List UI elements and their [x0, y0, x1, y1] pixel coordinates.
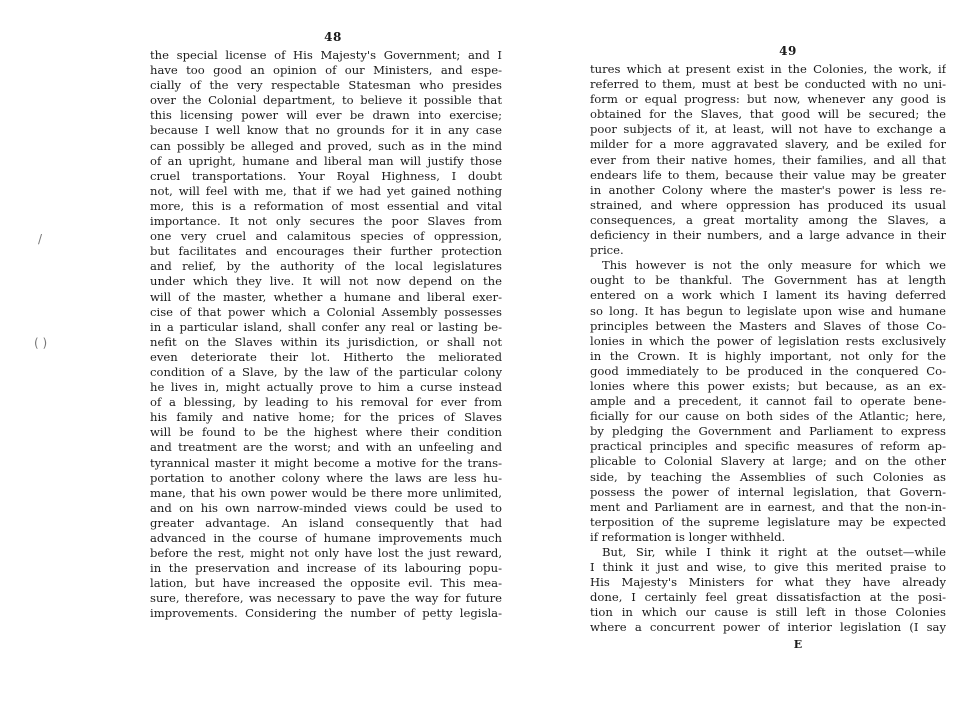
- text-line: will of the master, whether a humane and liberal exer-: [150, 289, 502, 304]
- margin-mark: /: [38, 232, 43, 246]
- text-line: side, by teaching the Assemblies of such Colonies as: [590, 469, 946, 484]
- margin-mark: ( ): [34, 336, 48, 350]
- text-line: condition of a Slave, by the law of the particular colony: [150, 364, 502, 379]
- text-line: one very cruel and calamitous species of oppression,: [150, 229, 502, 244]
- text-line: more, this is a reformation of most essential and vital: [150, 198, 502, 213]
- text-line: lonies in which the power of legislation rests exclusively: [590, 333, 946, 348]
- text-line: advanced in the course of humane improvements much: [150, 531, 502, 545]
- text-line: and on his own narrow-minded views could be used to: [150, 500, 502, 515]
- text-line: cruel transportations. Your Royal Highness, I doubt: [150, 168, 502, 183]
- text-line: I think it just and wise, to give this merited praise to: [590, 560, 946, 575]
- text-line: lonies where this power exists; but because, as an ex-: [590, 378, 946, 393]
- text-line: nefit on the Slaves within its jurisdiction, or shall not: [150, 334, 502, 349]
- text-line: deficiency in their numbers, and a large advance in their: [590, 228, 946, 243]
- text-line: strained, and where oppression has produced its usual: [590, 197, 946, 212]
- text-line: over the Colonial department, to believe it possible that: [150, 93, 502, 108]
- page-body: [150, 48, 502, 622]
- text-line: this licensing power will ever be drawn into exercise;: [150, 108, 502, 123]
- text-line: because I well know that no grounds for it in any case: [150, 123, 502, 138]
- text-line: But, Sir, while I think it right at the outset—while: [602, 545, 946, 559]
- text-line: importance. It not only secures the poor Slaves from: [150, 214, 502, 229]
- text-line: cially of the very respectable Statesman who presides: [150, 78, 502, 93]
- text-line: not, will feel with me, that if we had yet gained nothing: [150, 183, 502, 198]
- text-line: he lives in, might actually prove to him a curse instead: [150, 380, 502, 395]
- text-line: poor subjects of it, at least, will not have to exchange a: [590, 122, 946, 137]
- text-line: possess the power of internal legislation, that Govern-: [590, 484, 946, 499]
- text-line: and treatment are the worst; and with an unfeeling and: [150, 440, 502, 455]
- text-line: in the Crown. It is highly important, not only for the: [590, 348, 946, 363]
- page-number: 49: [779, 44, 797, 58]
- text-line: under which they live. It will not now depend on the: [150, 274, 502, 289]
- text-line: of an upright, humane and liberal man will justify those: [150, 153, 502, 168]
- page-number: 48: [324, 30, 342, 44]
- text-line: in the preservation and increase of its labouring popu-: [150, 561, 502, 576]
- text-line: have too good an opinion of our Ministers, and espe-: [150, 63, 502, 78]
- text-line: tures which at present exist in the Colonies, the work, if: [590, 62, 946, 76]
- text-line: mane, that his own power would be there more unlimited,: [150, 485, 502, 500]
- text-line: terposition of the supreme legislature may be expected: [590, 514, 946, 529]
- text-line: if reformation is longer withheld.: [590, 529, 786, 544]
- text-line: his family and native home; for the prices of Slaves: [150, 410, 502, 425]
- text-line: and relief, by the authority of the local legislatures: [150, 259, 502, 274]
- text-line: principles between the Masters and Slaves of those Co-: [590, 318, 946, 333]
- text-line: tyrannical master it might become a motive for the trans-: [150, 455, 502, 470]
- text-line: the special license of His Majesty's Government; and I: [150, 48, 502, 62]
- text-line: practical principles and specific measures of reform ap-: [590, 439, 946, 454]
- page-body: [590, 62, 946, 636]
- text-line: form or equal progress: but now, whenever any good is: [590, 92, 946, 107]
- text-line: ought to be thankful. The Government has at length: [590, 273, 946, 288]
- text-line: endears life to them, because their value may be greater: [590, 167, 946, 182]
- text-line: can possibly be alleged and proved, such as in the mind: [150, 138, 502, 153]
- text-line: consequences, a great mortality among the Slaves, a: [590, 212, 946, 227]
- text-line: greater advantage. An island consequently that had: [150, 515, 502, 530]
- text-line: sure, therefore, was necessary to pave the way for future: [150, 591, 502, 606]
- text-line: milder for a more aggravated slavery, and be exiled for: [590, 137, 946, 152]
- text-line: cise of that power which a Colonial Assembly possesses: [150, 304, 502, 319]
- text-line: ever from their native homes, their families, and all that: [590, 152, 946, 167]
- text-line: referred to them, must at best be conducted with no uni-: [590, 77, 946, 92]
- text-line: will be found to be the highest where their condition: [150, 425, 502, 440]
- text-line: ficially for our cause on both sides of the Atlantic; here,: [590, 409, 946, 424]
- text-line: by pledging the Government and Parliament to express: [590, 424, 946, 439]
- text-line: entered on a work which I lament its having deferred: [590, 288, 946, 303]
- text-line: even deteriorate their lot. Hitherto the meliorated: [150, 349, 502, 364]
- text-line: ment and Parliament are in earnest, and that the non-in-: [590, 499, 946, 514]
- text-line: in another Colony where the master's power is less re-: [590, 182, 946, 197]
- text-line: of a blessing, by leading to his removal for ever from: [150, 395, 502, 410]
- text-line: done, I certainly feel great dissatisfaction at the posi-: [590, 590, 946, 605]
- text-line: obtained for the Slaves, that good will be secured; the: [590, 107, 946, 122]
- text-line: so long. It has begun to legislate upon wise and humane: [590, 303, 946, 318]
- text-line: ample and a precedent, it cannot fail to operate bene-: [590, 394, 946, 409]
- left-page: [150, 30, 502, 622]
- text-line: but facilitates and encourages their further protection: [150, 244, 502, 259]
- text-line: price.: [590, 243, 624, 258]
- text-line: tion in which our cause is still left in those Colonies: [590, 605, 946, 620]
- text-line: where a concurrent power of interior legislation (I say: [590, 620, 946, 635]
- text-line: lation, but have increased the opposite evil. This mea-: [150, 576, 502, 591]
- text-line: improvements. Considering the number of petty legisla-: [150, 606, 502, 621]
- text-line: good immediately to be produced in the conquered Co-: [590, 363, 946, 378]
- text-line: This however is not the only measure for which we: [602, 258, 946, 273]
- text-line: before the rest, might not only have lost the just reward,: [150, 546, 502, 561]
- text-line: plicable to Colonial Slavery at large; and on the other: [590, 454, 946, 469]
- signature-mark: E: [793, 637, 803, 651]
- right-page: [590, 44, 946, 651]
- text-line: in a particular island, shall confer any real or lasting be-: [150, 319, 502, 334]
- text-line: His Majesty's Ministers for what they have already: [590, 575, 946, 590]
- text-line: portation to another colony where the laws are less hu-: [150, 470, 502, 485]
